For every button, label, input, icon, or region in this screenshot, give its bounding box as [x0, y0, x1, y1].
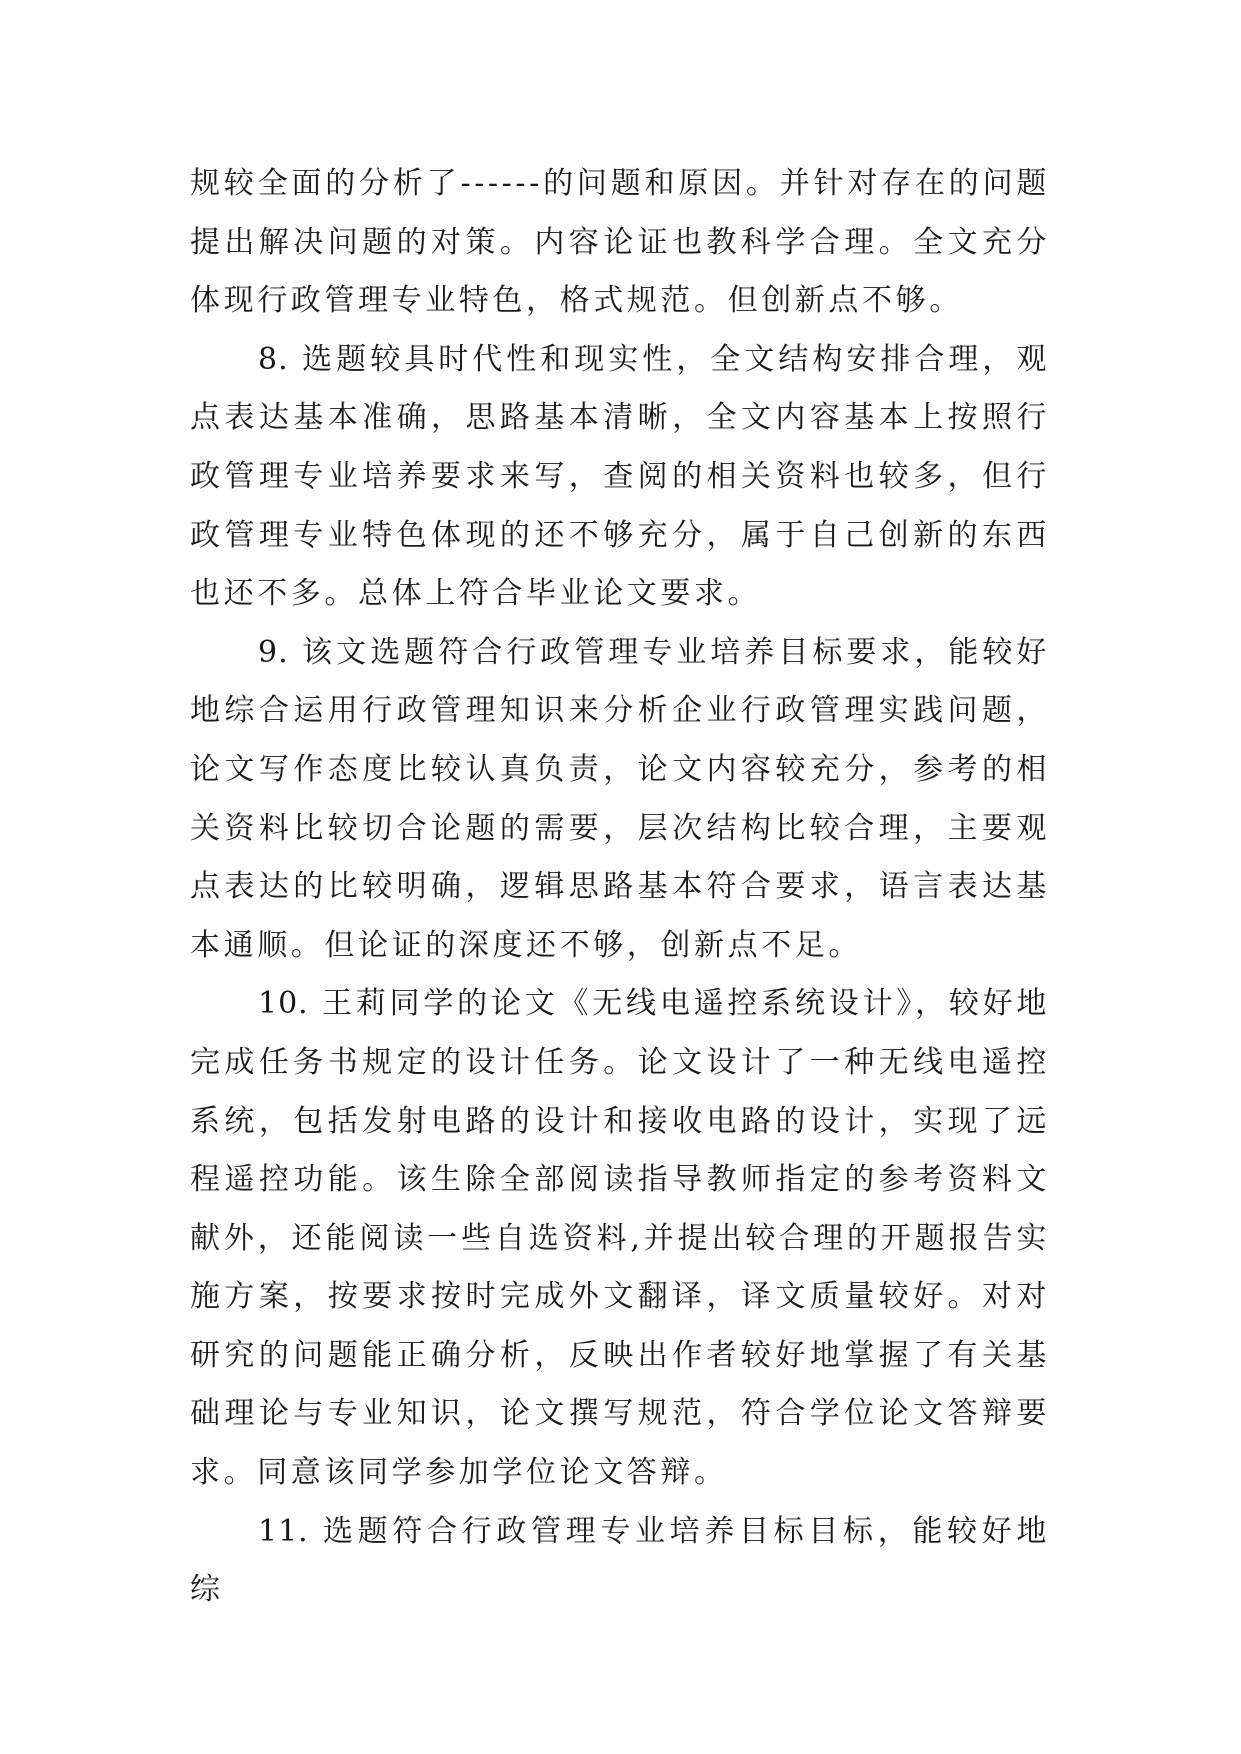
item-number: 11. [258, 1513, 309, 1549]
paragraph-continued [190, 155, 1050, 331]
item-number: 10. [258, 986, 309, 1022]
paragraph-item-8 [190, 331, 1050, 624]
paragraph-text: 规较全面的分析了------的问题和原因。并针对存在的问题提出解决问题的对策。内容论证也教科学合理。全文充分体现行政管理专业特色，格式规范。但创新点不够。 [190, 166, 1050, 319]
paragraph-text: 选题较具时代性和现实性，全文结构安排合理，观点表达基本准确，思路基本清晰，全文内容基本上按照行政管理专业培养要求来写，查阅的相关资料也较多，但行政管理专业特色体现的还不够充分，属于自己创新的东西也还不多。总体上符合毕业论文要求。 [190, 341, 1050, 612]
paragraph-item-9 [190, 624, 1050, 976]
paragraph-text: 选题符合行政管理专业培养目标目标，能较好地综 [190, 1513, 1050, 1608]
item-number: 8. [258, 341, 289, 377]
paragraph-item-10 [190, 975, 1050, 1502]
item-number: 9. [258, 634, 289, 670]
paragraph-text: 王莉同学的论文《无线电遥控系统设计》，较好地完成任务书规定的设计任务。论文设计了一种无线电遥控系统，包括发射电路的设计和接收电路的设计，实现了远程遥控功能。该生除全部阅读指导教师指定的参考资料文献外，还能阅读一些自选资料,并提出较合理的开题报告实施方案，按要求按时完成外文翻译，译文质量较好。对对研究的问题能正确分析，反映出作者较好地掌握了有关基础理论与专业知识，论文撰写规范，符合学位论文答辩要求。同意该同学参加学位论文答辩。 [190, 986, 1051, 1491]
paragraph-text: 该文选题符合行政管理专业培养目标要求，能较好地综合运用行政管理知识来分析企业行政管理实践问题，论文写作态度比较认真负责，论文内容较充分，参考的相关资料比较切合论题的需要，层次结构比较合理，主要观点表达的比较明确，逻辑思路基本符合要求，语言表达基本通顺。但论证的深度还不够，创新点不足。 [190, 634, 1050, 963]
paragraph-item-11 [190, 1503, 1050, 1620]
document-body [190, 155, 1050, 1620]
